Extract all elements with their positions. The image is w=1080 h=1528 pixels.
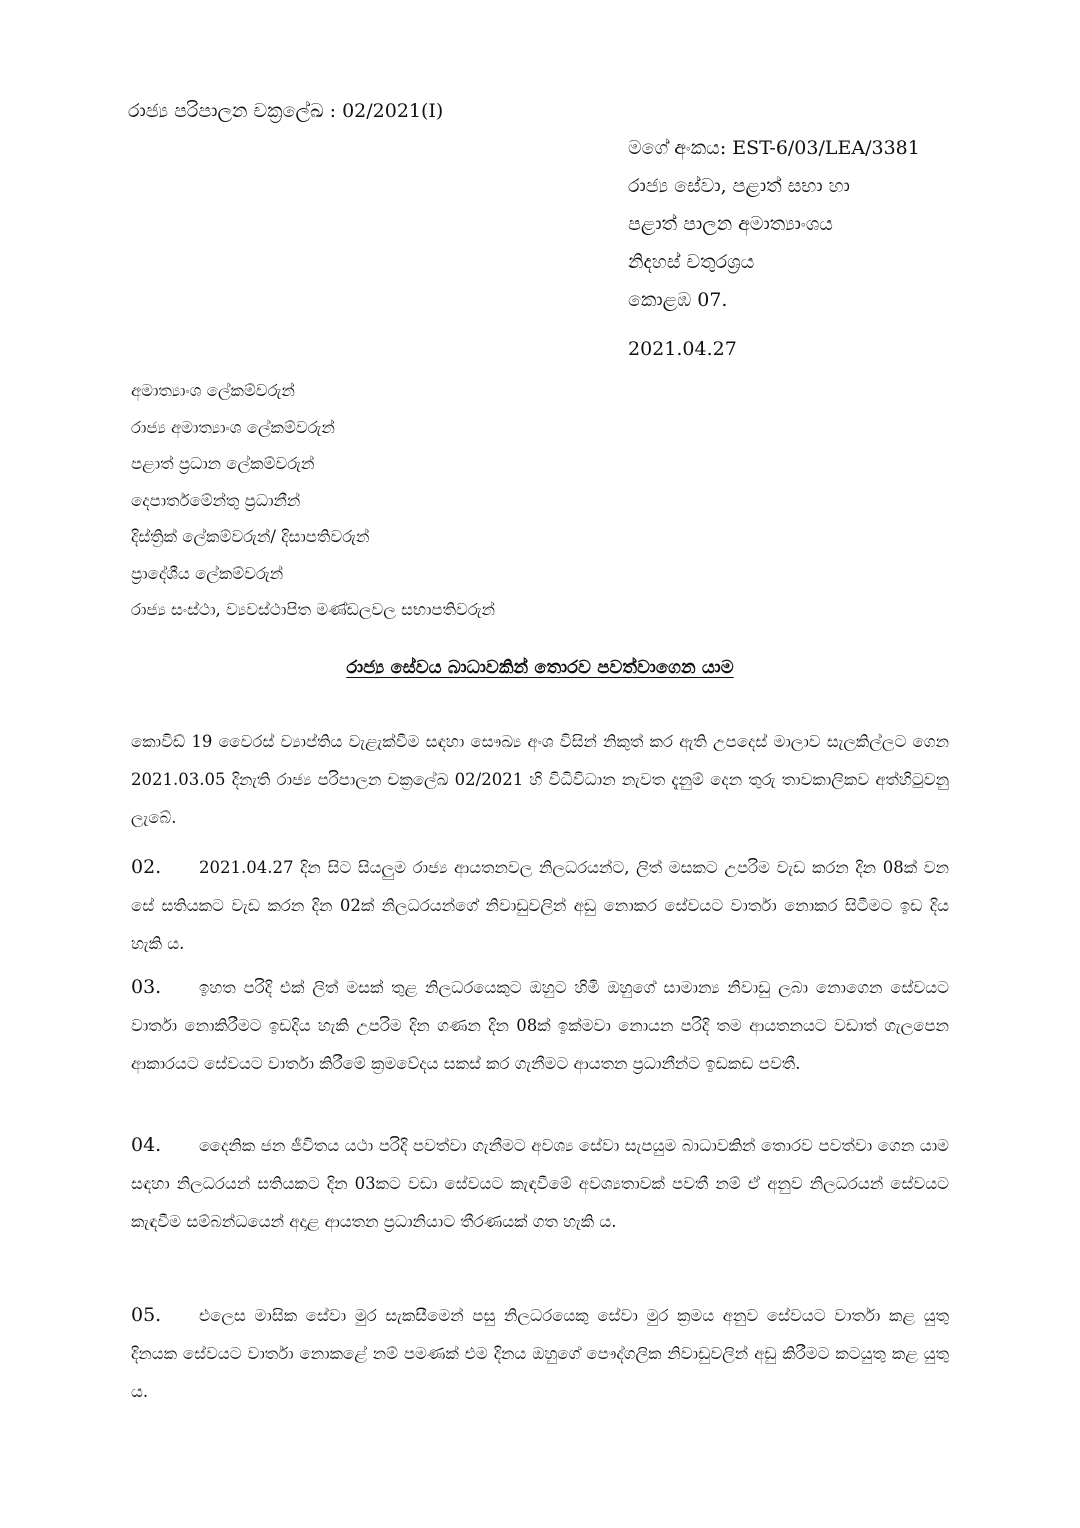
address-line-2: කොළඹ 07. bbox=[628, 289, 728, 311]
recipient-item: පළාත් ප්‍රධාන ලේකම්වරුන් bbox=[131, 454, 315, 473]
sender-address-block bbox=[628, 135, 920, 325]
subject-text: රාජ්‍ය සේවය බාධාවකින් තොරව පවත්වාගෙන යාම bbox=[346, 657, 734, 678]
recipient-item: දෙපාර්තමේන්තු ප්‍රධානීන් bbox=[131, 490, 301, 510]
recipient-item: දිස්ත්‍රික් ලේකම්වරුන්/ දිසාපතිවරුන් bbox=[131, 527, 370, 546]
recipient-item: රාජ්‍ය අමාත්‍යාංශ ලේකම්වරුන් bbox=[131, 417, 335, 437]
letter-date: 2021.04.27 bbox=[628, 338, 737, 360]
recipient-item: අමාත්‍යාංශ ලේකම්වරුන් bbox=[131, 381, 295, 400]
ministry-line-1: රාජ්‍ය සේවා, පළාත් සභා හා bbox=[628, 175, 850, 197]
paragraph-03 bbox=[131, 968, 949, 1083]
ministry-line-2: පළාත් පාලන අමාත්‍යාංශය bbox=[628, 213, 833, 235]
reference-number: මගේ අංකය: EST-6/03/LEA/3381 bbox=[628, 137, 920, 159]
paragraph-text: ඉහත පරිදි එක් ලිත් මසක් තුළ නිලධරයෙකුට ඔහුට හිමි ඔහුගේ සාමාන්‍ය නිවාඩු ලබා නොගෙන සේවයට වාර්තා නොකිරීමට ඉඩදිය හැකි උපරිම දින ගණන දින 08ක් ඉක්මවා නොයන පරිදි තම ආයතනයට වඩාත් ගැලපෙන ආකාරයට සේවයට වාර්තා කිරීමේ ක්‍රමවේදය සකස් කර ගැනීමට ආයතන ප්‍රධානීන්ට ඉඩකඩ පවතී. bbox=[131, 978, 949, 1073]
paragraph-02 bbox=[131, 848, 949, 963]
address-line-1: නිදහස් චතුරශ්‍රය bbox=[628, 251, 755, 273]
paragraph-number: 03. bbox=[131, 976, 162, 998]
recipients-list bbox=[131, 378, 495, 634]
paragraph-04 bbox=[131, 1126, 949, 1241]
paragraph-text: 2021.04.27 දින සිට සියලුම රාජ්‍ය ආයතනවල නිලධරයන්ට, ලිත් මසකට උපරිම වැඩ කරන දින 08ක් වන සේ සතියකට වැඩ කරන දින 02ක් නිලධරයන්ගේ නිවාඩුවලින් අඩු නොකර සේවයට වාර්තා නොකර සිටීමට ඉඩ දිය හැකි ය. bbox=[131, 858, 949, 953]
paragraph-number: 05. bbox=[131, 1304, 162, 1326]
recipient-item: රාජ්‍ය සංස්ථා, ව්‍යවස්ථාපිත මණ්ඩලවල සභාපතිවරුන් bbox=[131, 600, 496, 619]
paragraph-05 bbox=[131, 1296, 949, 1411]
paragraph-number: 04. bbox=[131, 1134, 162, 1156]
paragraph-text: එලෙස මාසික සේවා මුර සැකසීමෙන් පසු නිලධරයෙකු සේවා මුර ක්‍රමය අනුව සේවයට වාර්තා කළ යුතු දිනයක සේවයට වාර්තා නොකළේ නම් පමණක් එම දිනය ඔහුගේ පෞද්ගලික නිවාඩුවලින් අඩු කිරීමට කටයුතු කළ යුතු ය. bbox=[131, 1306, 949, 1401]
recipient-item: ප්‍රාදේශීය ලේකම්වරුන් bbox=[131, 563, 284, 583]
circular-reference: රාජ්‍ය පරිපාලන චක්‍රලේඛ : 02/2021(I) bbox=[128, 100, 444, 122]
intro-paragraph: කොවිඩ් 19 වෛරස් ව්‍යාප්තිය වැළැක්වීම සඳහා සෞඛ්‍ය අංශ විසින් නිකුත් කර ඇති උපදෙස් මාලාව සැලකිල්ලට ගෙන 2021.03.05 දිනැති රාජ්‍ය පරිපාලන චක්‍රලේඛ 02/2021 හි විධිවිධාන නැවත දැනුම් දෙන තුරු තාවකාලිකව අත්හිටුවනු ලැබේ. bbox=[131, 732, 949, 827]
paragraph-text: දෛනික ජන ජීවිතය යථා පරිදි පවත්වා ගැනීමට අවශ්‍ය සේවා සැපයුම බාධාවකින් තොරව පවත්වා ගෙන යාම සඳහා නිලධරයන් සතියකට දින 03කට වඩා සේවයට කැඳවීමේ අවශ්‍යතාවක් පවතී නම් ඒ අනුව නිලධරයන් සේවයට කැඳවීම සම්බන්ධයෙන් අදාළ ආයතන ප්‍රධානියාට තීරණයක් ගත හැකි ය. bbox=[131, 1136, 949, 1231]
subject-heading bbox=[0, 657, 1080, 678]
paragraph-number: 02. bbox=[131, 856, 162, 878]
